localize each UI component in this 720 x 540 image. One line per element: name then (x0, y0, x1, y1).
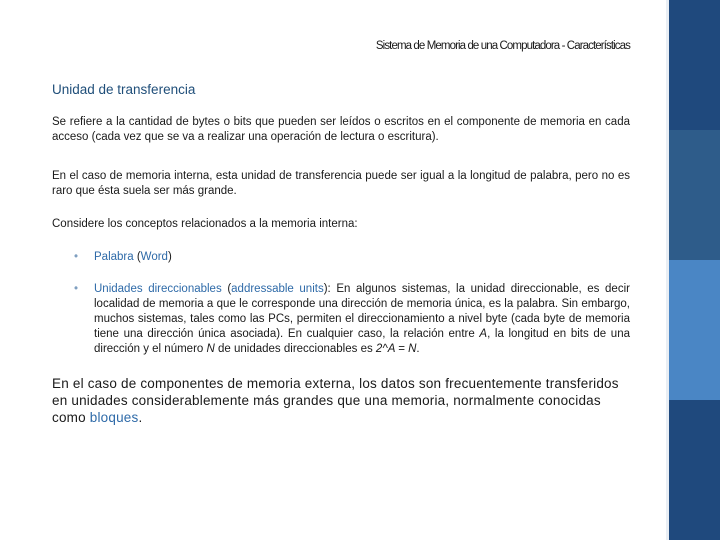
side-band-segment (666, 400, 720, 540)
punctuation: ( (133, 251, 141, 263)
section-heading: Unidad de transferencia (52, 82, 196, 97)
side-band-segment (666, 0, 720, 130)
slide-content (52, 82, 630, 444)
term-unidades-direccionables: Unidades direccionables (94, 283, 222, 295)
term-addressable-units: addressable units (231, 283, 324, 295)
punctuation: ) (167, 251, 172, 263)
punctuation: . (416, 343, 420, 355)
concepts-intro-paragraph: Considere los conceptos relacionados a la memoria interna: (52, 218, 358, 230)
band-divider (666, 0, 669, 540)
internal-memory-paragraph: En el caso de memoria interna, esta unidad de transferencia puede ser igual a la longitud de palabra, pero no es raro que ésta suela ser más grande. (52, 170, 630, 197)
concepts-list (52, 250, 630, 357)
decorative-side-band (666, 0, 720, 540)
bullet-icon: • (74, 251, 79, 263)
term-palabra: Palabra (94, 251, 134, 263)
addressable-units-text: , la longitud en bits de una dirección y el número (94, 328, 630, 355)
term-bloques: bloques (89, 410, 139, 425)
addressable-units-text: de unidades direccionables es (214, 343, 376, 355)
slide-header-title: Sistema de Memoria de una Computadora - Características (375, 40, 630, 52)
side-band-segment (666, 260, 720, 400)
punctuation: ): (323, 283, 337, 295)
side-band-segment (666, 130, 720, 260)
external-memory-text: En el caso de componentes de memoria externa, los datos son frecuentemente transferidos en unidades considerablemente más grandes que una memoria, normalmente conocidas como (52, 376, 619, 425)
list-item-palabra (74, 250, 630, 265)
external-memory-paragraph (52, 375, 630, 426)
punctuation: . (138, 410, 143, 425)
list-item-unidades-direccionables (74, 282, 630, 357)
variable-n: N (206, 343, 215, 355)
punctuation: ( (221, 283, 232, 295)
term-word: Word (140, 251, 168, 263)
definition-paragraph: Se refiere a la cantidad de bytes o bits que pueden ser leídos o escritos en el componente de memoria en cada acceso (cada vez que se va a realizar una operación de lectura o escritura). (52, 116, 630, 143)
formula: 2^A = N (375, 343, 417, 355)
bullet-icon: • (74, 283, 79, 295)
variable-a: A (479, 328, 488, 340)
addressable-units-text: En algunos sistemas, la unidad direccionable, es decir localidad de memoria a que le corresponde una dirección de memoria única, es la palabra. Sin embargo, muchos sistemas, tales como las PCs, permiten el direccionamiento a nivel byte (cada byte de memoria tiene una dirección única asociada). En cualquier caso, la relación entre (94, 283, 630, 340)
